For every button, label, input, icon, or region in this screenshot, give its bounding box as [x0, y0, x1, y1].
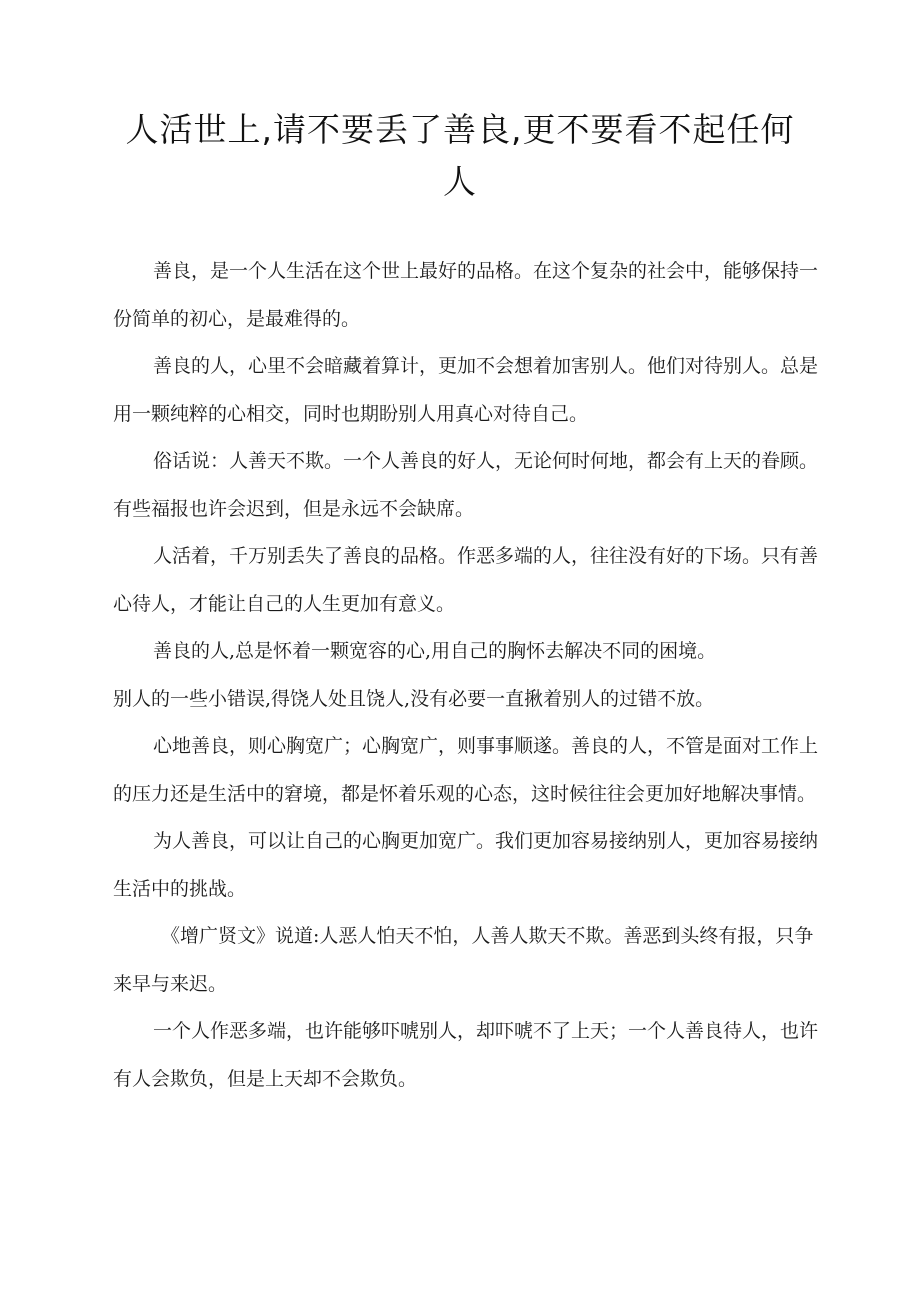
document-body	[113, 248, 825, 1103]
paragraph-3: 俗话说：人善天不欺。一个人善良的好人，无论何时何地，都会有上天的眷顾。有些福报也许会迟到，但是永远不会缺席。	[113, 450, 819, 520]
paragraph-1: 善良，是一个人生活在这个世上最好的品格。在这个复杂的社会中，能够保持一份简单的初心，是最难得的。	[113, 260, 819, 330]
paragraph-6: 别人的一些小错误,得饶人处且饶人,没有必要一直揪着别人的过错不放。	[113, 687, 715, 710]
paragraph-10: 一个人作恶多端，也许能够吓唬别人，却吓唬不了上天；一个人善良待人，也许有人会欺负，但是上天却不会欺负。	[113, 1020, 819, 1090]
paragraph-8: 为人善良，可以让自己的心胸更加宽广。我们更加容易接纳别人，更加容易接纳生活中的挑战。	[113, 830, 819, 900]
paragraph-7: 心地善良，则心胸宽广；心胸宽广，则事事顺遂。善良的人，不管是面对工作上的压力还是生活中的窘境，都是怀着乐观的心态，这时候往往会更加好地解决事情。	[113, 735, 819, 805]
paragraph-2: 善良的人，心里不会暗藏着算计，更加不会想着加害别人。他们对待别人。总是用一颗纯粹的心相交，同时也期盼别人用真心对待自己。	[113, 355, 819, 425]
paragraph-9: 《增广贤文》说道:人恶人怕天不怕，人善人欺天不欺。善恶到头终有报，只争来早与来迟。	[113, 925, 814, 995]
paragraph-5: 善良的人,总是怀着一颗宽容的心,用自己的胸怀去解决不同的困境。	[153, 640, 717, 662]
document-title: 人活世上,请不要丢了善良,更不要看不起任何人	[125, 110, 795, 201]
paragraph-4: 人活着，千万别丢失了善良的品格。作恶多端的人，往往没有好的下场。只有善心待人，才能让自己的人生更加有意义。	[113, 545, 819, 615]
